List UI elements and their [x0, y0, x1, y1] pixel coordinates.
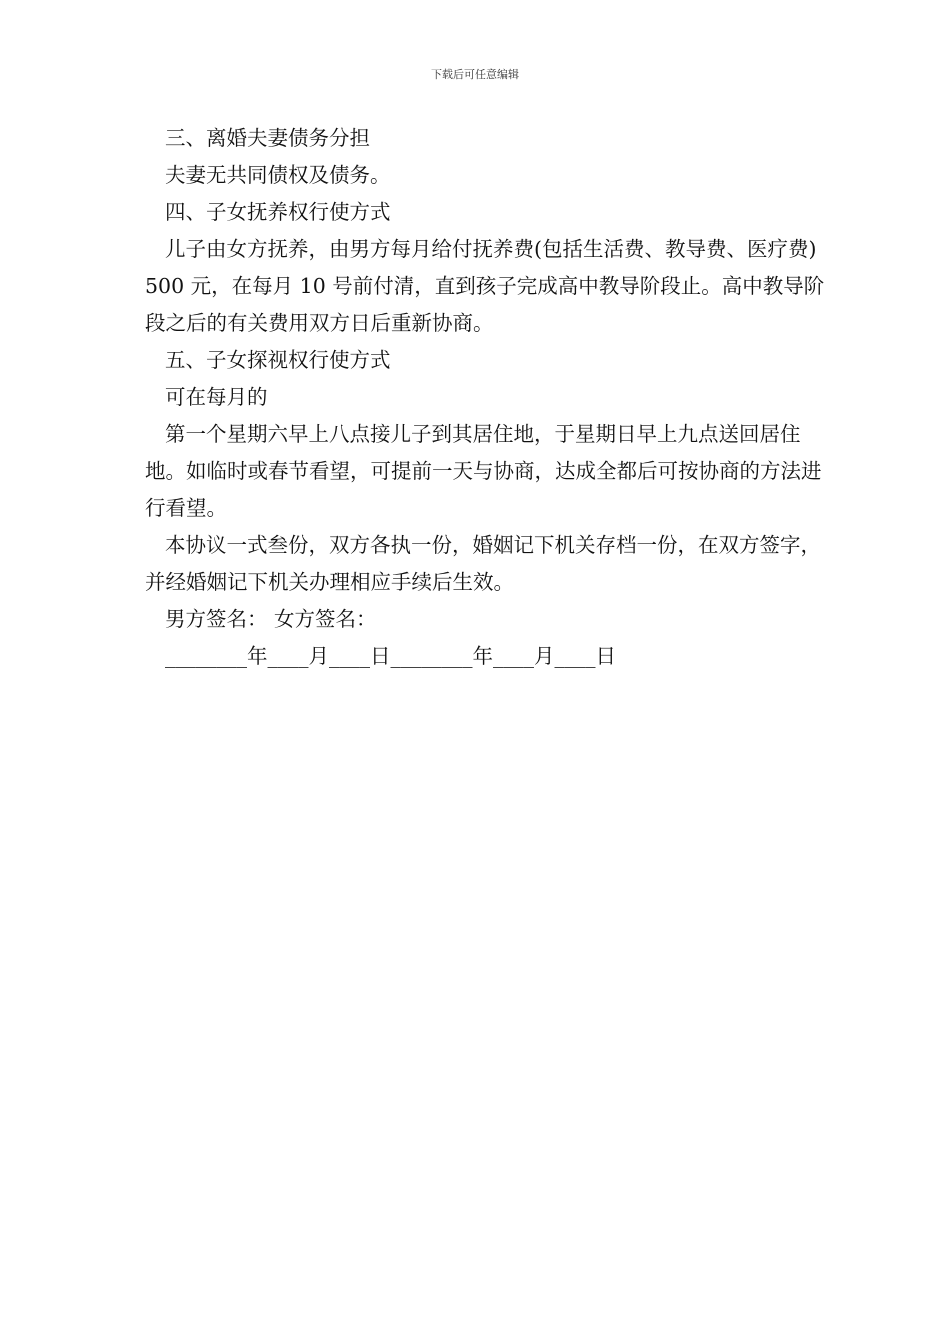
signature-line: 男方签名： 女方签名：	[165, 607, 377, 631]
paragraph-custody: 儿子由女方抚养，由男方每月给付抚养费(包括生活费、教导费、医疗费)500 元，在每月 10 号前付清，直到孩子完成高中教导阶段止。高中教导阶段之后的有关费用双方日后重新协商。	[145, 237, 825, 335]
section-heading-debts: 三、离婚夫妻债务分担	[165, 126, 370, 150]
section-heading-custody: 四、子女抚养权行使方式	[165, 200, 391, 224]
date-line: ________年____月____日________年____月____日	[165, 644, 616, 668]
page-header: 下载后可任意编辑	[431, 68, 519, 81]
paragraph-visitation-intro: 可在每月的	[165, 385, 268, 409]
paragraph-debts: 夫妻无共同债权及债务。	[165, 163, 391, 187]
paragraph-visitation-details: 第一个星期六早上八点接儿子到其居住地，于星期日早上九点送回居住地。如临时或春节看望，可提前一天与协商，达成全都后可按协商的方法进行看望。	[145, 422, 822, 520]
document-body	[145, 120, 825, 675]
section-heading-visitation: 五、子女探视权行使方式	[165, 348, 391, 372]
paragraph-effectiveness: 本协议一式叁份，双方各执一份，婚姻记下机关存档一份，在双方签字，并经婚姻记下机关办理相应手续后生效。	[145, 533, 821, 594]
